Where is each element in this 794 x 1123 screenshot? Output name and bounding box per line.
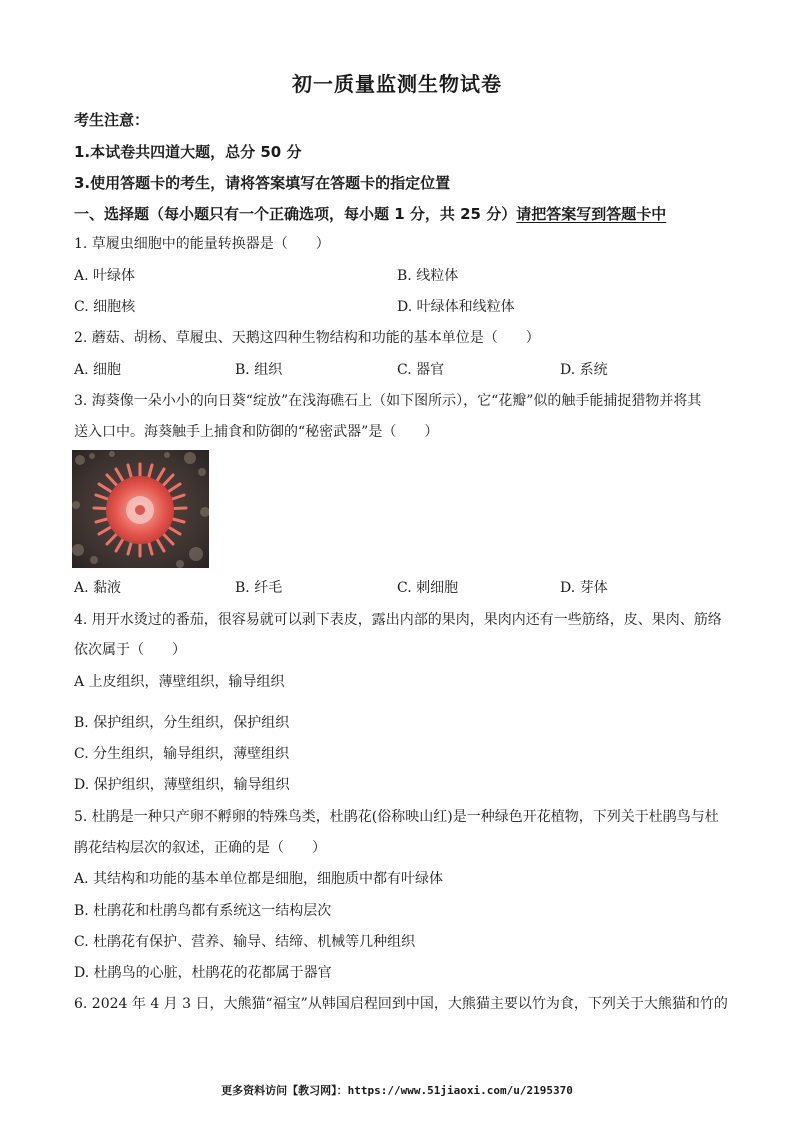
question-2-option-b: B. 组织 [235,362,283,378]
question-2-option-a: A. 细胞 [74,362,122,378]
section-heading [74,204,724,224]
question-2-option-d: D. 系统 [560,362,608,378]
page-title: 初一质量监测生物试卷 [292,72,502,96]
question-3-option-b: B. 纤毛 [235,580,283,596]
section-heading-text: 一、选择题（每小题只有一个正确选项，每小题 1 分，共 25 分） [74,205,517,223]
section-heading-underlined: 请把答案写到答题卡中 [516,205,667,223]
question-5-option-a: A. 其结构和功能的基本单位都是细胞，细胞质中都有叶绿体 [74,871,444,887]
question-4-stem-line-1: 4. 用开水烫过的番茄，很容易就可以剥下表皮，露出内部的果肉，果肉内还有一些筋络，皮、果肉、筋络 [74,612,722,628]
question-1-stem: 1. 草履虫细胞中的能量转换器是（ ） [74,236,330,252]
question-4-option-a: A 上皮组织，薄壁组织，输导组织 [74,674,285,690]
question-5-option-b: B. 杜鹃花和杜鹃鸟都有系统这一结构层次 [74,903,332,919]
question-5-option-c: C. 杜鹃花有保护、营养、输导、结缔、机械等几种组织 [74,934,416,950]
footer-link[interactable]: 更多资料访问【教习网】：https://www.51jiaoxi.com/u/2195370 [221,1084,573,1097]
question-1-option-b: B. 线粒体 [397,268,459,284]
question-1-option-d: D. 叶绿体和线粒体 [397,299,515,315]
question-1-option-a: A. 叶绿体 [74,268,136,284]
question-4-stem-line-2: 依次属于（ ） [74,642,186,658]
question-3-option-a: A. 黏液 [74,580,122,596]
question-5-stem-line-1: 5. 杜鹃是一种只产卵不孵卵的特殊鸟类，杜鹃花(俗称映山红)是一种绿色开花植物，下列关于杜鹃鸟与杜 [74,809,719,825]
question-6-stem: 6. 2024 年 4 月 3 日，大熊猫“福宝”从韩国启程回到中国，大熊猫主要以竹为食，下列关于大熊猫和竹的 [74,996,728,1012]
question-1-option-c: C. 细胞核 [74,299,136,315]
notice-heading: 考生注意： [74,111,150,129]
question-3-stem-line-2: 送入口中。海葵触手上捕食和防御的“秘密武器”是（ ） [74,424,439,440]
question-2-option-c: C. 器官 [397,362,445,378]
question-4-option-b: B. 保护组织，分生组织，保护组织 [74,715,290,731]
question-3-option-d: D. 芽体 [560,580,608,596]
question-5-stem-line-2: 鹃花结构层次的叙述，正确的是（ ） [74,840,326,856]
question-4-option-c: C. 分生组织，输导组织，薄壁组织 [74,746,290,762]
question-3-stem-line-1: 3. 海葵像一朵小小的向日葵“绽放”在浅海礁石上（如下图所示），它“花瓣”似的触手能捕捉猎物并将其 [74,393,702,409]
question-4-option-d: D. 保护组织，薄壁组织，输导组织 [74,777,290,793]
notice-item-3: 3.使用答题卡的考生，请将答案填写在答题卡的指定位置 [74,174,451,192]
question-2-stem: 2. 蘑菇、胡杨、草履虫、天鹅这四种生物结构和功能的基本单位是（ ） [74,330,540,346]
question-5-option-d: D. 杜鹃鸟的心脏，杜鹃花的花都属于器官 [74,965,332,981]
sea-anemone-image [72,450,209,568]
notice-item-1: 1.本试卷共四道大题，总分 50 分 [74,143,302,161]
question-3-option-c: C. 刺细胞 [397,580,459,596]
